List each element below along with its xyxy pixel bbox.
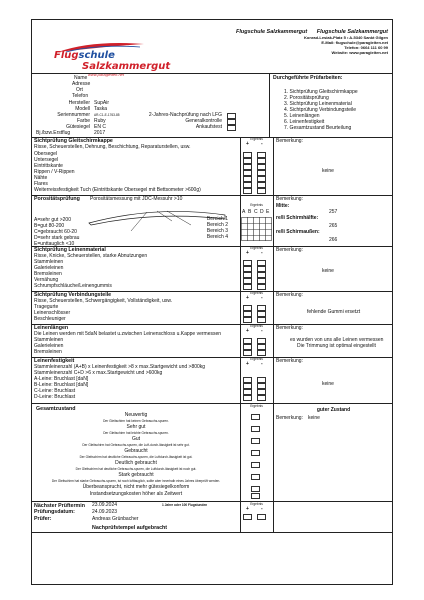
check-type-purchase: Ankaufstest [195, 124, 222, 130]
serial-label: Seriennummer [57, 112, 90, 118]
sec5-remark-1: es wurden von uns alle Leinen vermessen [290, 337, 384, 343]
performed-item-1: 1. Sichtprüfung Gleitschirmkappe [284, 89, 358, 95]
model-label: Modell [75, 106, 90, 112]
year-label: Bj./bzw.Erstflug [36, 130, 71, 136]
sec6-remark-label: Bemerkung: [276, 358, 303, 364]
sec7-box-7[interactable] [251, 486, 260, 492]
sec4-row-1: Tragegurte [34, 304, 59, 310]
address-label: Adresse [72, 81, 91, 87]
sec7-option-4: Gebraucht [124, 448, 148, 454]
sec4-box-minus-3[interactable] [257, 317, 266, 323]
sec3-plus: + [246, 250, 249, 256]
sec7-box-1[interactable] [251, 414, 260, 420]
sec7-remark: keine [308, 415, 320, 421]
sec5-row-1: Stammleinen [34, 337, 64, 343]
sec7-option-2: Sehr gut [126, 424, 146, 430]
sec4-row-3: Beschleuniger [34, 316, 66, 322]
class-value: EN C [94, 124, 106, 130]
footer-box-plus[interactable] [243, 514, 252, 520]
sec4-remark-label: Bemerkung: [276, 292, 303, 298]
sec2-remark-label: Bemerkung: [276, 196, 303, 202]
sec2-mitte-label: Mitte: [276, 203, 290, 209]
maker-value: SupAir [94, 100, 110, 106]
sec7-box-8[interactable] [251, 493, 260, 499]
sec2-grade-d: D=sehr stark gebrau [34, 235, 80, 241]
sec1-title: Sichtprüfung Gleitschirmkappe [34, 138, 113, 144]
next-check-interval: 1 Jahre oder 100 Flugstunden [162, 503, 208, 507]
school-name-right: Flugschule Salzkammergut [316, 29, 388, 35]
sec7-box-3[interactable] [251, 438, 260, 444]
sec3-result-header: Ergebnis [250, 246, 263, 250]
sec1-remark: keine [322, 168, 334, 174]
sec2-letter-e: E [266, 209, 270, 215]
footer-result-header: Ergebnis [250, 502, 263, 506]
sec6-row-3: C-Leine: Bruchlast [34, 388, 76, 394]
check-date-value: 24.09.2023 [92, 509, 118, 515]
sec7-note-6: Der Gleitschirm hat starke Gebrauchs-spuren, ist noch lufttauglich, sollte aber innerhalb eines Jahres überprüft werden. [51, 479, 221, 483]
performed-item-4: 4. Sichtprüfung Verbindungsteile [284, 107, 356, 113]
sec6-plus: + [246, 361, 249, 367]
sec7-option-5: Deutlich gebraucht [115, 460, 157, 466]
sec5-remark-2: Die Trimmung ist optimal eingestellt [297, 343, 376, 349]
sec6-row-4: D-Leine: Bruchlast [34, 394, 76, 400]
inspection-form [31, 19, 393, 585]
school-website: Website: www.paragleiten.net [331, 50, 388, 55]
inspector-value: Andreas Grünbacher [92, 516, 139, 522]
sec4-result-header: Ergebnis [250, 291, 263, 295]
sec1-row-3: Eintrittskante [34, 163, 63, 169]
next-check-value: 23.09.2024 [92, 502, 118, 508]
sec7-box-5[interactable] [251, 462, 260, 468]
footer-minus: - [261, 506, 263, 512]
sec2-zone-2: Bereich 2 [206, 222, 228, 228]
sec6-remark: keine [322, 381, 334, 387]
sec5-result-header: Ergebnis [250, 324, 263, 328]
sec7-remark-label: Bemerkung: [276, 415, 303, 421]
sec7-option-8: Instandsetzungskosten höher als Zeitwert [89, 491, 183, 497]
sec5-box-plus-3[interactable] [243, 350, 252, 356]
color-label: Farbe [76, 118, 90, 124]
next-check-label: Nächster Prüftermin [34, 503, 85, 509]
sec7-note-4: Der Gleitschirm hat deutliche Gebrauchs-spuren, die Luftdurch-lässigkeit ist gut. [79, 455, 193, 459]
school-email: E-Mail: flugschule@paragleiten.net [321, 40, 388, 45]
sec6-line-1: Stammleinenzahl (A+B) x Leinenfestigkeit >8 x max.Startgewicht und >800kg [34, 364, 206, 370]
sec2-mitte-value: 257 [329, 209, 338, 215]
sec3-title: Sichtprüfung Leinenmaterial [34, 247, 106, 253]
sec3-box-plus-5[interactable] [243, 284, 252, 290]
sec6-box-plus-4[interactable] [243, 395, 252, 401]
sec2-subtitle: Porositätsmessung mit JDC-Messuhr >10 [90, 196, 183, 202]
sec7-option-3: Gut [131, 436, 141, 442]
sec7-note-1: Der Gleitschirm hat keinen Gebrauchs-spuren. [103, 419, 169, 423]
sec3-minus: - [261, 250, 263, 256]
sec6-line-2: Stammleinenzahl C+D >6 x max.Startgewicht und >600kg [34, 370, 163, 376]
class-label: Gütesiegel [66, 124, 90, 130]
sec2-aussen-value: 266 [329, 237, 338, 243]
sec2-zone-1: Bereich 1 [206, 216, 228, 222]
sec6-box-minus-4[interactable] [257, 395, 266, 401]
sec3-remark-label: Bemerkung: [276, 247, 303, 253]
sec4-subtitle: Risse, Scheuerstellen, Schwergängigkeit, Vollständigkeit, usw. [34, 298, 173, 304]
performed-item-5: 5. Leinenlängen [284, 113, 320, 119]
sec3-row-4: Vernähung [34, 277, 59, 283]
sec3-row-3: Bremsleinen [34, 271, 62, 277]
sec2-title: Porositätsprüfung [34, 196, 80, 202]
sec4-minus: - [261, 295, 263, 301]
sec6-row-2: B-Leine: Bruchlast [daN] [34, 382, 89, 388]
sec2-zone-3: Bereich 3 [206, 228, 228, 234]
color-value: Ruby [94, 118, 106, 124]
sec1-subtitle: Risse, Scheuerstellen, Dehnung, Beschichtung, Reparaturstellen, usw. [34, 144, 191, 150]
sec7-box-6[interactable] [251, 474, 260, 480]
sec1-minus: - [261, 141, 263, 147]
sec3-subtitle: Risse, Knicke, Scheuerstellen, starke Abnutzungen [34, 253, 148, 259]
school-phone: Telefon: 0664 111 60 99 [344, 45, 388, 50]
inspector-label: Prüfer: [34, 516, 52, 522]
sec3-row-2: Galerieleinen [34, 265, 64, 271]
sec1-box-plus-7[interactable] [243, 188, 252, 194]
sec2-letter-b: B [248, 209, 252, 215]
sec6-row-1: A-Leine: Bruchlast [daN] [34, 376, 89, 382]
sec1-row-6: Flares [34, 181, 48, 187]
city-label: Ort [76, 87, 83, 93]
sec2-zone-4: Bereich 4 [206, 234, 228, 240]
sec3-row-5: Schrumpfschläuche/Leinengummis [34, 283, 112, 289]
sec2-rechts-value: 265 [329, 223, 338, 229]
logo-word-schule: schule [78, 50, 115, 61]
sec2-aussen-label: re/li Schirmaußen: [276, 229, 320, 235]
sec2-grade-e: E=unttauglich <10 [34, 241, 75, 247]
sec6-title: Leinenfestigkeit [34, 358, 75, 364]
sec3-box-minus-5[interactable] [257, 284, 266, 290]
sec2-letter-d: D [260, 209, 264, 215]
sec1-remark-label: Bemerkung: [276, 138, 303, 144]
sec5-row-3: Bremsleinen [34, 349, 62, 355]
sec4-box-plus-3[interactable] [243, 317, 252, 323]
sec7-option-1: Neuwertig [124, 412, 148, 418]
sec2-grade-c: C=gebraucht 60-20 [34, 229, 77, 235]
phone-label: Telefon [72, 93, 89, 99]
checkbox-purchase[interactable] [227, 125, 236, 131]
sec5-minus: - [261, 328, 263, 334]
sec4-title: Sichtprüfung Verbindungsteile [34, 292, 112, 298]
logo-word-salzkammergut: Salzkammergut [82, 61, 171, 72]
school-address: Konrad-Lesiak-Platz 5 • A-5340 Sankt Gilgen [304, 35, 388, 40]
stamp-label: Nachprüfstempel aufgebracht [92, 525, 168, 531]
check-date-label: Prüfungsdatum: [34, 509, 75, 515]
performed-item-2: 2. Porositätsprüfung [284, 95, 329, 101]
sec6-minus: - [261, 361, 263, 367]
name-label: Name [74, 75, 88, 81]
sec5-remark-label: Bemerkung: [276, 325, 303, 331]
sec2-grade-grid [241, 217, 272, 241]
sec4-plus: + [246, 295, 249, 301]
logo-url: www.paragleiten.net [88, 72, 125, 77]
sec7-note-3: Der Gleitschirm hat Gebrauchs-spuren, die Luft-durch-lässigkeit ist sehr gut. [82, 443, 190, 447]
performed-title: Durchgeführte Prüfarbeiten: [273, 75, 343, 81]
school-name-top: Flugschule Salzkammergut [236, 29, 308, 35]
performed-item-6: 6. Leinenfestigkeit [284, 119, 325, 125]
year-value: 2017 [94, 130, 106, 136]
sec4-row-2: Leinenschlösser [34, 310, 71, 316]
sec5-title: Leinenlängen [34, 325, 69, 331]
sec2-rechts-label: re/li Schirmhälfte: [276, 215, 319, 221]
sec7-result-header: Ergebnis [250, 404, 263, 408]
sec6-result-header: Ergebnis [250, 357, 263, 361]
serial-value: AR-C1-E-1763-85 [94, 113, 120, 117]
sec7-note-2: Der Gleitschirm hat leichte Gebrauchs-spuren. [103, 431, 169, 435]
sec7-note-5: Der Gleitschirm hat deutliche Gebrauchs-spuren, die Luftdurch-lässigkeit ist noch gut. [75, 467, 197, 471]
sec1-row-2: Untersegel [34, 157, 59, 163]
logo-word-flug: Flug [54, 50, 79, 61]
sec7-box-4[interactable] [251, 450, 260, 456]
sec2-letter-c: C [254, 209, 258, 215]
sec4-remark: fehlende Gummi ersetzt [307, 309, 361, 315]
sec1-row-7: Weiterreissfestigkeit Tuch (Eintrittskante Obersegel mit Bettsometer >600g) [34, 187, 201, 193]
sec5-subtitle: Die Leinen werden mit 5daN belastet u.zwischen Leinenschloss u.Kappe vermessen [34, 331, 222, 337]
performed-item-3: 3. Sichtprüfung Leinenmaterial [284, 101, 352, 107]
sec2-grade-b: B=gut 80-200 [34, 223, 65, 229]
model-value: Taska [94, 106, 108, 112]
sec7-title: Gesamtzustand [36, 406, 76, 412]
maker-label: Hersteller [68, 100, 90, 106]
sec7-option-6: Stark gebraucht [118, 472, 154, 478]
sec1-plus: + [246, 141, 249, 147]
sec5-box-minus-3[interactable] [257, 350, 266, 356]
sec1-row-5: Nähte [34, 175, 48, 181]
sec3-remark: keine [322, 268, 334, 274]
sec7-box-2[interactable] [251, 426, 260, 432]
sec1-box-minus-7[interactable] [257, 188, 266, 194]
check-type-lfg: 2-Jahres-Nachprüfung nach LFG [148, 112, 222, 118]
performed-item-7: 7. Gesamtzustand Beurteilung [284, 125, 352, 131]
sec1-result-header: Ergebnis [250, 137, 263, 141]
sec2-grade-a: A=sehr gut >200 [34, 217, 71, 223]
sec7-option-7: Überbeansprucht, nicht mehr gütesiegelkonform [82, 484, 190, 490]
sec5-row-2: Galerieleinen [34, 343, 64, 349]
sec2-letter-a: A [242, 209, 246, 215]
sec2-result-header: Ergebnis [250, 203, 263, 207]
sec1-row-1: Obersegel [34, 151, 58, 157]
sec7-result: guter Zustand [316, 407, 351, 413]
sec1-row-4: Rippen / V-Rippen [34, 169, 75, 175]
sec3-row-1: Stammleinen [34, 259, 64, 265]
sec5-plus: + [246, 328, 249, 334]
footer-plus: + [246, 506, 249, 512]
footer-box-minus[interactable] [257, 514, 266, 520]
check-type-general: Generalkontrolle [185, 118, 222, 124]
